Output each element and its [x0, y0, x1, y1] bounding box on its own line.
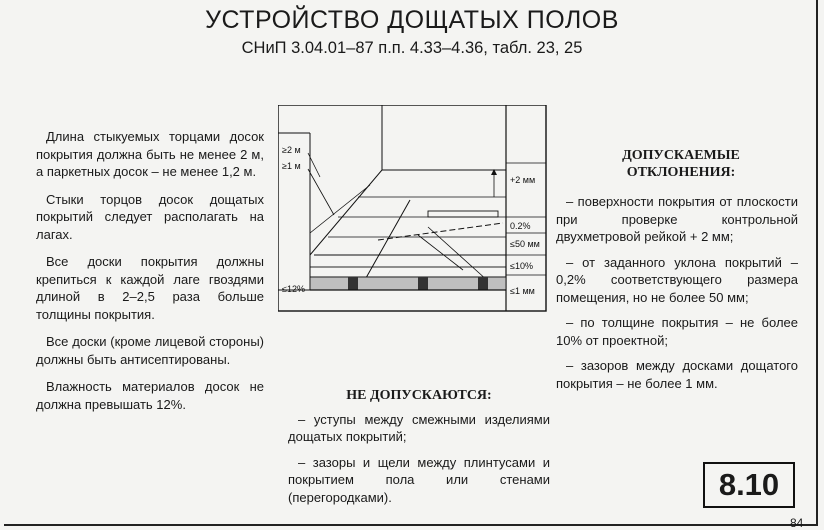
- label-max-12pct: ≤12%: [282, 284, 305, 294]
- label-slope-pct: 0.2%: [510, 221, 531, 231]
- paragraph-antiseptic: Все доски (кроме лицевой стороны) должны быть антисептированы.: [36, 334, 264, 367]
- page-title: УСТРОЙСТВО ДОЩАТЫХ ПОЛОВ: [205, 6, 619, 34]
- label-max-1mm: ≤1 мм: [510, 286, 535, 296]
- not-allowed-steps: – уступы между смежными изделиями дощатых покрытий;: [288, 411, 550, 444]
- allowed-deviations: [556, 147, 798, 400]
- allowed-deviations-heading: ДОПУСКАЕМЫЕ ОТКЛОНЕНИЯ:: [622, 148, 740, 180]
- requirements-column: [36, 128, 264, 423]
- deviation-thickness: – по толщине покрытия – не более 10% от проектной;: [556, 315, 798, 348]
- paragraph-nails: Все доски покрытия должны крепиться к каждой лаге гвоздями длиной в 2–2,5 раза больше толщины покрытия.: [36, 254, 264, 322]
- not-allowed-gaps: – зазоры и щели между плинтусами и покрытием пола или стенами (перегородками).: [288, 454, 550, 505]
- deviation-gaps: – зазоров между досками дощатого покрытия – не более 1 мм.: [556, 358, 798, 391]
- page-subtitle: СНиП 3.04.01–87 п.п. 4.33–4.36, табл. 23, 25: [241, 39, 583, 57]
- page-number: 84: [790, 516, 804, 530]
- paragraph-moisture: Влажность материалов досок не должна превышать 12%.: [36, 379, 264, 412]
- deviation-slope: – от заданного уклона покрытий – 0,2% соответствующего размера помещения, но не более 50 мм;: [556, 254, 798, 305]
- not-allowed-heading: НЕ ДОПУСКАЮТСЯ:: [346, 388, 492, 403]
- floor-diagram: [278, 105, 548, 315]
- label-min-1m: ≥1 м: [282, 161, 301, 171]
- label-max-10pct: ≤10%: [510, 261, 533, 271]
- label-max-50mm: ≤50 мм: [510, 239, 540, 249]
- deviation-surface: – поверхности покрытия от плоскости при проверке контрольной двухметровой рейкой + 2 мм;: [556, 194, 798, 244]
- paragraph-board-length: Длина стыкуемых торцами досок покрытия должна быть не менее 2 м, а паркетных досок – не менее 1,2 м.: [36, 129, 264, 179]
- paragraph-joints: Стыки торцов досок дощатых покрытий следует располагать на лагах.: [36, 191, 264, 242]
- label-min-2m: ≥2 м: [282, 145, 301, 155]
- not-allowed: [288, 387, 550, 514]
- label-plus-2mm: +2 мм: [510, 175, 536, 185]
- section-number-badge: 8.10: [703, 462, 795, 508]
